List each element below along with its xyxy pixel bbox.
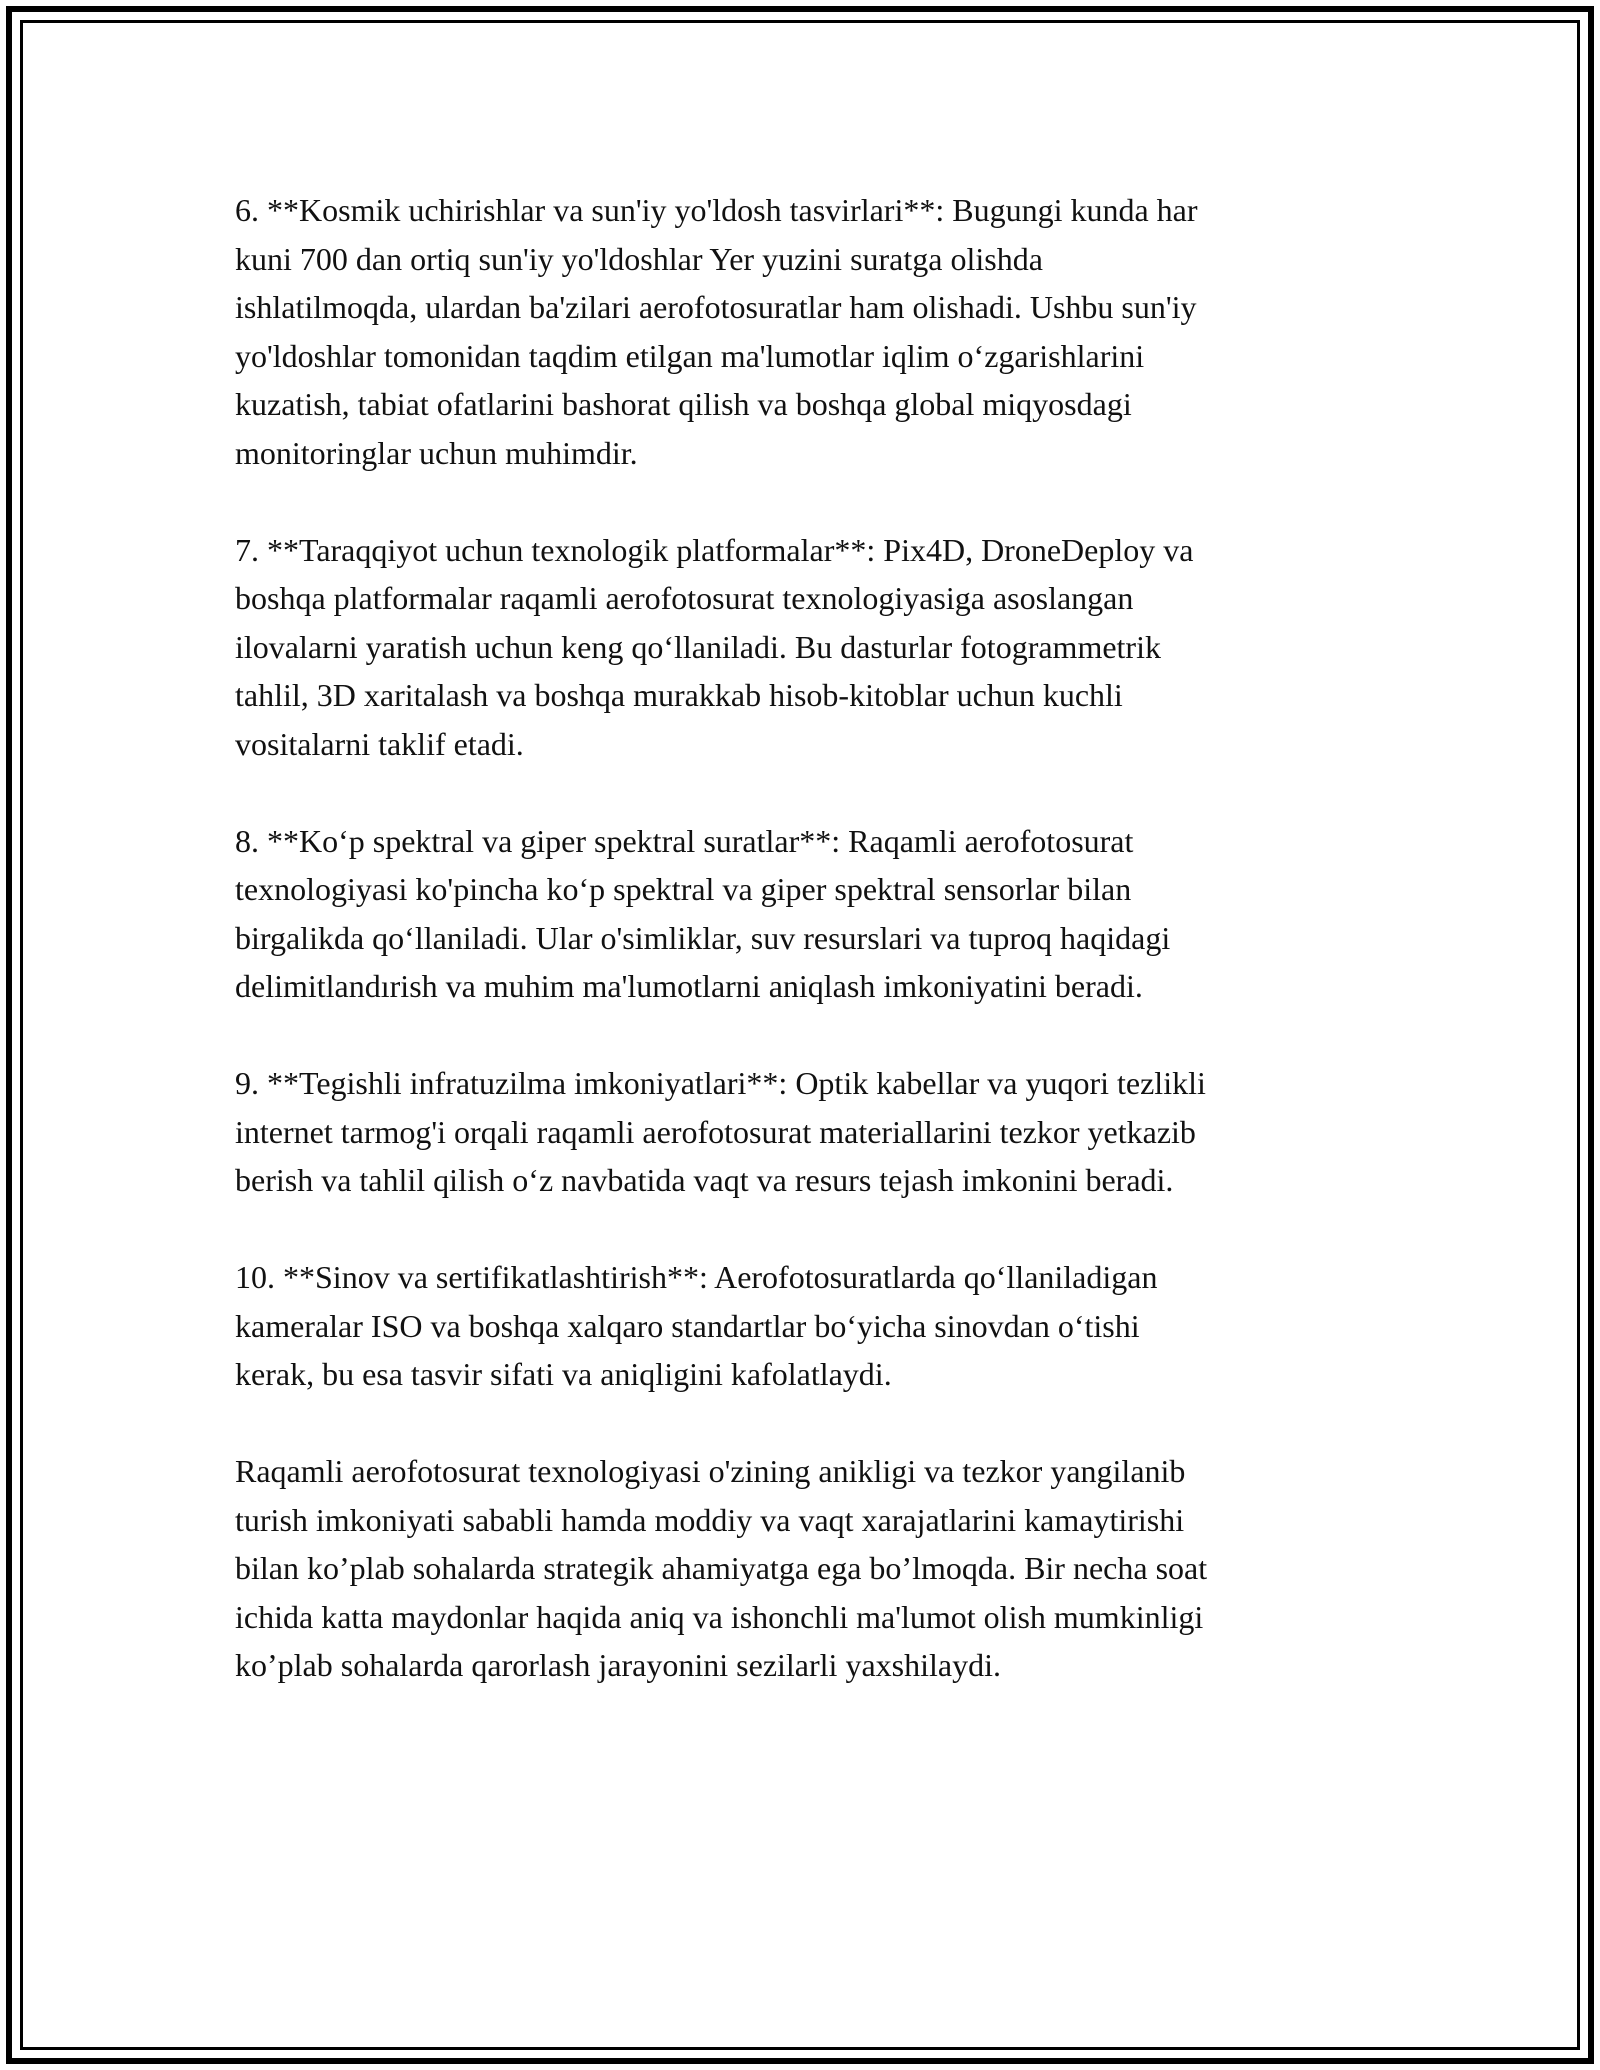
document-body (235, 186, 1360, 1738)
paragraph-item-9: 9. **Tegishli infratuzilma imkoniyatlari**: Optik kabellar va yuqori tezlikli internet tarmog'i orqali raqamli aerofotosurat materiallarini tezkor yetkazib berish va tahlil qilish o‘z navbatida vaqt va resurs tejash imkonini beradi. (235, 1065, 1206, 1198)
paragraph-item-8: 8. **Ko‘p spektral va giper spektral suratlar**: Raqamli aerofotosurat texnologiyasi ko'pincha ko‘p spektral va giper spektral sensorlar bilan birgalikda qo‘llaniladi. Ular o'simliklar, suv resurslari va tuproq haqidagi delimitlandırish va muhim ma'lumotlarni aniqlash imkoniyatini beradi. (235, 822, 1171, 1004)
paragraph-item-10: 10. **Sinov va sertifikatlashtirish**: Aerofotosuratlarda qo‘llaniladigan kameralar ISO va boshqa xalqaro standartlar bo‘yicha sinovdan o‘tishi kerak, bu esa tasvir sifati va aniqligini kafolatlaydi. (235, 1259, 1158, 1392)
paragraph-item-6: 6. **Kosmik uchirishlar va sun'iy yo'ldosh tasvirlari**: Bugungi kunda har kuni 700 dan ortiq sun'iy yo'ldoshlar Yer yuzini suratga olishda ishlatilmoqda, ulardan ba'zilari aerofotosuratlar ham olishadi. Ushbu sun'iy yo'ldoshlar tomonidan taqdim etilgan ma'lumotlar iqlim o‘zgarishlarini kuzatish, tabiat ofatlarini bashorat qilish va boshqa global miqyosdagi monitoringlar uchun muhimdir. (235, 192, 1198, 471)
paragraph-item-7: 7. **Taraqqiyot uchun texnologik platformalar**: Pix4D, DroneDeploy va boshqa platformalar raqamli aerofotosurat texnologiyasiga asoslangan ilovalarni yaratish uchun keng qo‘llaniladi. Bu dasturlar fotogrammetrik tahlil, 3D xaritalash va boshqa murakkab hisob-kitoblar uchun kuchli vositalarni taklif etadi. (235, 531, 1194, 762)
paragraph-conclusion: Raqamli aerofotosurat texnologiyasi o'zining anikligi va tezkor yangilanib turish imkoniyati sababli hamda moddiy va vaqt xarajatlarini kamaytirishi bilan ko’plab sohalarda strategik ahamiyatga ega bo’lmoqda. Bir necha soat ichida katta maydonlar haqida aniq va ishonchli ma'lumot olish mumkinligi ko’plab sohalarda qarorlash jarayonini sezilarli yaxshilaydi. (235, 1453, 1208, 1683)
